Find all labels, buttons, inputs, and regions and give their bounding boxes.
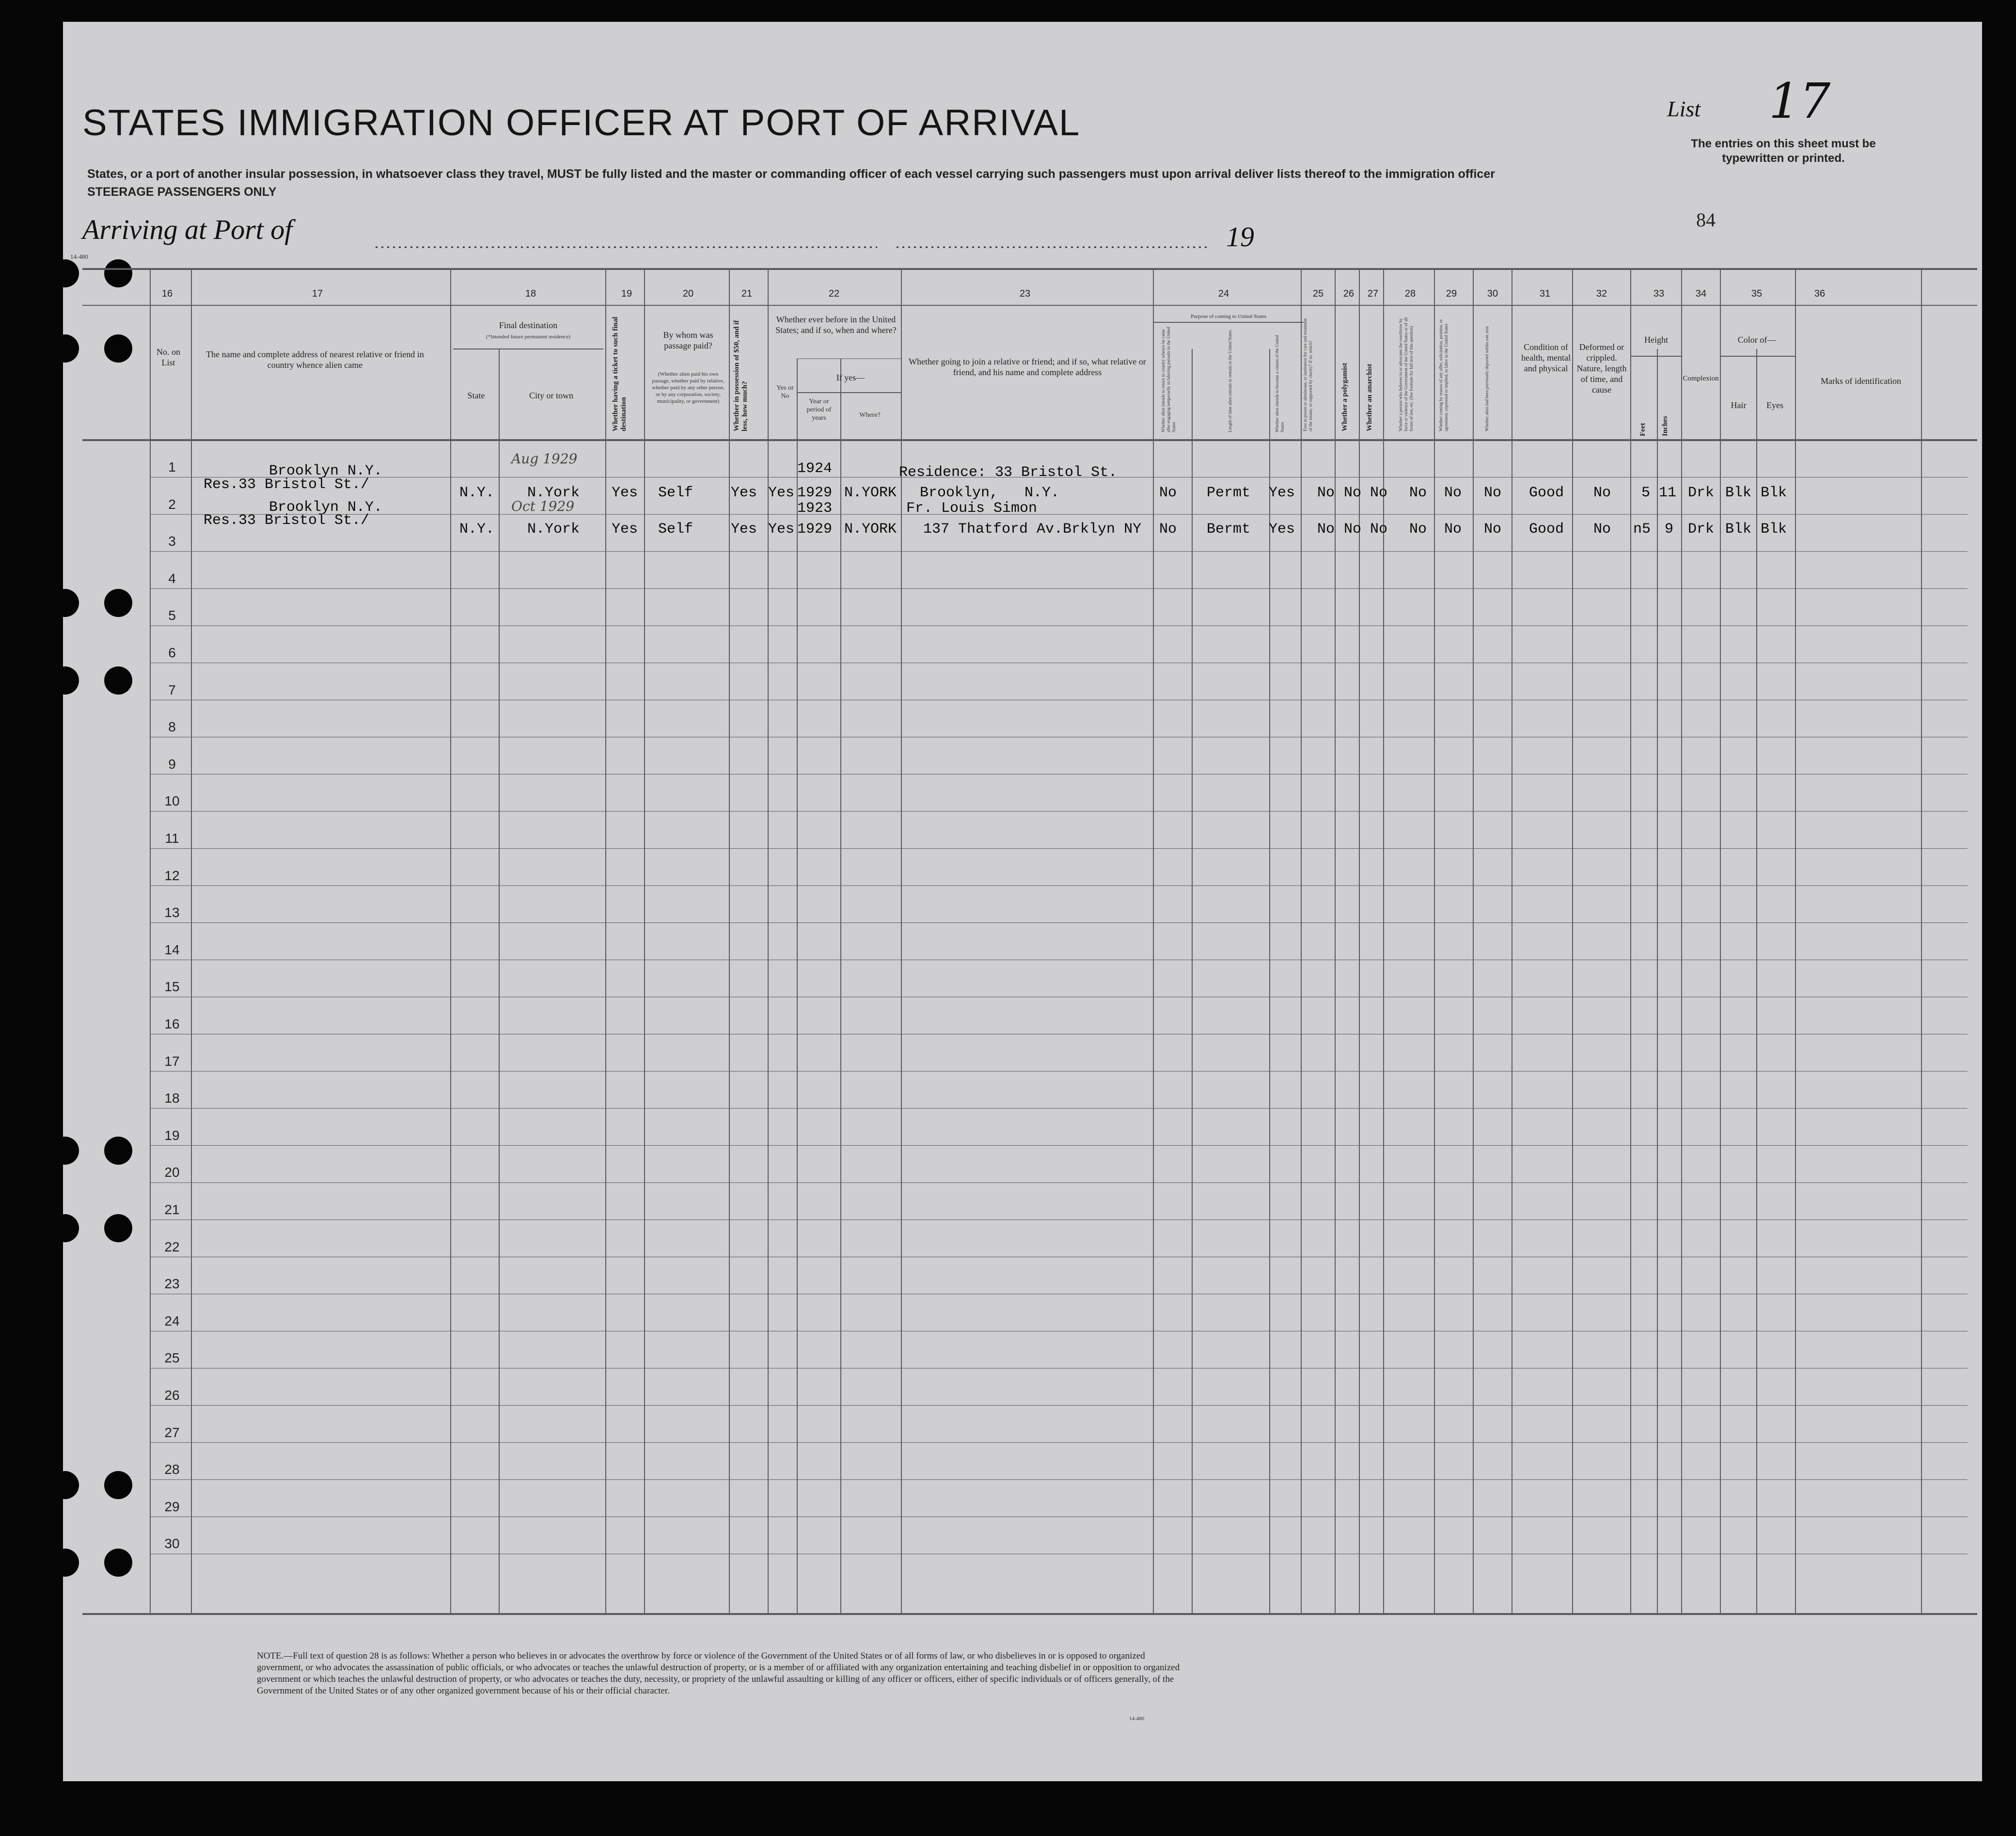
header-feet: Feet bbox=[1639, 423, 1647, 436]
row-number: 29 bbox=[164, 1499, 180, 1514]
anarchist: No bbox=[1370, 485, 1388, 501]
prison: No bbox=[1317, 485, 1335, 501]
complexion: Drk bbox=[1688, 521, 1715, 538]
header-deported: Whether alien had been previously deported within one year bbox=[1484, 326, 1489, 431]
column-number: 17 bbox=[312, 288, 323, 299]
deported: No bbox=[1484, 521, 1502, 538]
row-number: 27 bbox=[164, 1424, 180, 1440]
eye-color: Blk bbox=[1761, 521, 1787, 538]
row-number: 13 bbox=[164, 905, 180, 920]
year-prefix: 19 bbox=[1226, 221, 1254, 253]
labor-offer: No bbox=[1444, 485, 1462, 501]
header-where: Where? bbox=[859, 412, 881, 419]
row-number: 6 bbox=[168, 645, 176, 660]
page-number: 84 bbox=[1696, 209, 1716, 231]
paid-by: Self bbox=[658, 485, 693, 501]
length-of-stay: Permt bbox=[1207, 485, 1251, 501]
header-fifty-dollars: Whether in possession of $50, and if less, how much? bbox=[733, 320, 749, 431]
header-paid-by: By whom was passage paid? bbox=[663, 330, 713, 350]
relative-city: Brooklyn N.Y. bbox=[269, 499, 383, 516]
years-line2: 1929 bbox=[797, 485, 833, 501]
deformed: No bbox=[1593, 485, 1611, 501]
header-purpose: Purpose of coming to United States bbox=[1190, 314, 1267, 319]
header-hair: Hair bbox=[1731, 400, 1747, 410]
header-inches: Inches bbox=[1661, 416, 1669, 436]
destination-state: N.Y. bbox=[459, 521, 495, 538]
labor-offer: No bbox=[1444, 521, 1462, 538]
health: Good bbox=[1529, 521, 1564, 538]
years-line1: 1924 bbox=[797, 460, 833, 477]
has-ticket: Yes bbox=[612, 521, 638, 538]
row-number: 22 bbox=[164, 1239, 180, 1254]
column-number: 25 bbox=[1312, 288, 1324, 299]
column-number: 32 bbox=[1596, 288, 1607, 299]
hair-color: Blk bbox=[1725, 521, 1752, 538]
page-title: STATES IMMIGRATION OFFICER AT PORT OF ARRIVAL bbox=[82, 102, 1081, 143]
column-number: 22 bbox=[828, 288, 840, 299]
row-number: 21 bbox=[164, 1202, 180, 1217]
header-height: Height bbox=[1644, 335, 1668, 345]
header-length-of-stay: Length of time alien intends to remain in the United States bbox=[1228, 330, 1232, 432]
row-number: 26 bbox=[164, 1388, 180, 1403]
row-number: 9 bbox=[168, 756, 176, 772]
has-ticket: Yes bbox=[612, 485, 638, 501]
relative-address: Res.33 Bristol St./ bbox=[204, 476, 370, 493]
length-of-stay: Bermt bbox=[1207, 521, 1251, 538]
column-number: 28 bbox=[1404, 288, 1416, 299]
destination-city: N.York bbox=[527, 485, 580, 501]
city-annotation: Aug 1929 bbox=[511, 451, 578, 467]
header-ticket: Whether having a ticket to such final destination bbox=[612, 317, 628, 431]
row-number: 8 bbox=[168, 719, 176, 735]
joining-line1: Residence: 33 Bristol St. bbox=[899, 464, 1118, 481]
row-number: 1 bbox=[168, 459, 176, 475]
header-nearest-relative: The name and complete address of nearest relative or friend in country whence alien came bbox=[206, 349, 424, 370]
header-no-on-list: No. on List bbox=[157, 347, 180, 367]
column-number: 26 bbox=[1343, 288, 1354, 299]
become-citizen: Yes bbox=[1269, 485, 1295, 501]
header-before-in-us: Whether ever before in the United States; and if so, when and where? bbox=[775, 315, 897, 335]
joining-line1: Fr. Louis Simon bbox=[906, 500, 1038, 517]
fifty-dollars: Yes bbox=[731, 485, 757, 501]
row-number: 5 bbox=[168, 608, 176, 623]
row-number: 10 bbox=[164, 793, 180, 809]
column-number: 27 bbox=[1367, 288, 1379, 299]
column-number: 30 bbox=[1487, 288, 1498, 299]
health: Good bbox=[1529, 485, 1564, 501]
polygamist: No bbox=[1344, 521, 1362, 538]
column-number: 16 bbox=[161, 288, 173, 299]
column-number: 34 bbox=[1695, 288, 1707, 299]
row-number: 28 bbox=[164, 1462, 180, 1477]
become-citizen: Yes bbox=[1269, 521, 1295, 538]
where-before: N.YORK bbox=[844, 521, 897, 538]
row-number: 18 bbox=[164, 1091, 180, 1106]
header-labor-offer: Whether coming by reason of any offer, solicitation, promise, or agreement, expressed or implied, to labor in the United States bbox=[1438, 319, 1449, 431]
header-paid-by-note: (Whether alien paid his own passage, whether paid by relative, whether paid by any other person, or by any corporation, society, municipality, or government) bbox=[652, 371, 724, 404]
row-number: 14 bbox=[164, 942, 180, 957]
deported: No bbox=[1484, 485, 1502, 501]
destination-state: N.Y. bbox=[459, 485, 495, 501]
row-number: 12 bbox=[164, 868, 180, 883]
before-in-us: Yes bbox=[768, 485, 795, 501]
header-marks-identification: Marks of identification bbox=[1821, 376, 1901, 386]
header-polygamist: Whether a polygamist bbox=[1341, 363, 1349, 431]
row-number: 3 bbox=[168, 534, 176, 549]
header-health: Condition of health, mental and physical bbox=[1521, 342, 1571, 373]
eye-color: Blk bbox=[1761, 485, 1787, 501]
joining-line2: Brooklyn, N.Y. bbox=[920, 485, 1060, 501]
paid-by: Self bbox=[658, 521, 693, 538]
return-home: No bbox=[1159, 485, 1177, 501]
height-inches: 9 bbox=[1665, 521, 1674, 538]
header-year-period: Year or period of years bbox=[806, 398, 832, 422]
header-joining-relative: Whether going to join a relative or friend; and if so, what relative or friend, and his name and complete address bbox=[909, 357, 1146, 377]
footer-form-number: 14-480 bbox=[1129, 1716, 1145, 1722]
return-home: No bbox=[1159, 521, 1177, 538]
deformed: No bbox=[1593, 521, 1611, 538]
overthrow: No bbox=[1409, 485, 1427, 501]
instruction-text: States, or a port of another insular possession, in whatsoever class they travel, MUST be fully listed and the master or commanding officer of each vessel carrying such passengers must upon arrival deliver lists thereof to the immigration officer bbox=[87, 167, 1495, 181]
row-number: 15 bbox=[164, 979, 180, 995]
hair-color: Blk bbox=[1725, 485, 1752, 501]
footnote-question-28: NOTE.—Full text of question 28 is as follows: Whether a person who believes in or advocates the overthrow by force or violence of the Government of the United States or of all forms of law, or who disbelieves in or is opposed to organized government, or who advocates the assassination of public officials, or who advocates or teaches the unlawful destruction of property, or is a member of or affiliated with any organization entertaining and teaching disbelief in or opposition to organized government or which teaches the unlawful destruction of property, or who advocates or teaches the duty, necessity, or propriety of the unlawful assaulting or killing of any officer or officers, either of specific individuals or of officers generally, of the Government of the United States or of any other organized government because of his or their official character. bbox=[257, 1651, 1180, 1696]
header-complexion: Complexion bbox=[1683, 375, 1719, 382]
header-state: State bbox=[467, 391, 485, 400]
column-number: 23 bbox=[1019, 288, 1031, 299]
row-number: 20 bbox=[164, 1165, 180, 1180]
row-number: 7 bbox=[168, 682, 176, 697]
polygamist: No bbox=[1344, 485, 1362, 501]
relative-city: Brooklyn N.Y. bbox=[269, 463, 383, 479]
fifty-dollars: Yes bbox=[731, 521, 757, 538]
header-color-of: Color of— bbox=[1737, 335, 1776, 345]
header-yes-no: Yes or No bbox=[776, 384, 794, 400]
row-number: 2 bbox=[168, 496, 176, 512]
header-become-citizen: Whether alien intends to become a citizen of the United States bbox=[1275, 335, 1285, 432]
row-number: 25 bbox=[164, 1350, 180, 1366]
column-number: 35 bbox=[1751, 288, 1763, 299]
column-number: 33 bbox=[1653, 288, 1665, 299]
height-inches: 11 bbox=[1659, 485, 1677, 501]
relative-address: Res.33 Bristol St./ bbox=[204, 512, 370, 529]
row-number: 4 bbox=[168, 570, 176, 586]
column-number: 20 bbox=[682, 288, 694, 299]
header-if-yes: If yes— bbox=[836, 373, 865, 382]
destination-city: N.York bbox=[527, 521, 580, 538]
years-line1: 1923 bbox=[797, 500, 833, 517]
header-city: City or town bbox=[529, 391, 573, 400]
column-number: 18 bbox=[525, 288, 536, 299]
row-number: 23 bbox=[164, 1276, 180, 1292]
row-number: 16 bbox=[164, 1016, 180, 1031]
height-feet: 5 bbox=[1641, 485, 1651, 501]
row-number: 17 bbox=[164, 1053, 180, 1069]
height-feet: n5 bbox=[1633, 521, 1651, 538]
column-number: 19 bbox=[621, 288, 632, 299]
arriving-label: Arriving at Port of bbox=[82, 214, 293, 245]
row-number: 19 bbox=[164, 1127, 180, 1143]
list-label: List bbox=[1667, 96, 1701, 121]
header-final-destination: Final destination bbox=[499, 320, 558, 330]
overthrow: No bbox=[1409, 521, 1427, 538]
joining-line2: 137 Thatford Av.Brklyn NY bbox=[923, 521, 1142, 538]
row-number: 11 bbox=[165, 831, 179, 846]
column-number: 36 bbox=[1814, 288, 1826, 299]
column-number: 29 bbox=[1446, 288, 1457, 299]
column-number: 21 bbox=[741, 288, 753, 299]
before-in-us: Yes bbox=[768, 521, 795, 538]
city-annotation: Oct 1929 bbox=[511, 498, 575, 514]
form-number: 14-480 bbox=[70, 253, 88, 260]
where-before: N.YORK bbox=[844, 485, 897, 501]
header-return-home: Whether alien intends to return to country whence he came after engaging temporarily in laboring pursuits in the United States bbox=[1161, 327, 1176, 432]
list-number: 17 bbox=[1769, 73, 1831, 129]
complexion: Drk bbox=[1688, 485, 1715, 501]
header-prison: Ever in prison or almshouse, or institution for care and treatment of the insane, or supported by charity? If so, which? bbox=[1303, 318, 1313, 431]
steerage-label: STEERAGE PASSENGERS ONLY bbox=[87, 185, 277, 199]
header-overthrow: Whether a person who believes in or advocates the overthrow by force or violence of the Government of the United States or of all forms of law, etc. (See footnote for full text of this question) bbox=[1398, 317, 1414, 431]
header-anarchist: Whether an anarchist bbox=[1366, 364, 1373, 431]
column-number: 31 bbox=[1539, 288, 1551, 299]
row-number: 24 bbox=[164, 1313, 180, 1329]
prison: No bbox=[1317, 521, 1335, 538]
years-line2: 1929 bbox=[797, 521, 833, 538]
header-eyes: Eyes bbox=[1766, 400, 1783, 410]
column-number: 24 bbox=[1218, 288, 1229, 299]
header-deformed: Deformed or crippled. Nature, length of time, and cause bbox=[1576, 342, 1627, 395]
row-number: 30 bbox=[164, 1536, 180, 1551]
typewritten-note: The entries on this sheet must be typewritten or printed. bbox=[1691, 137, 1876, 165]
anarchist: No bbox=[1370, 521, 1388, 538]
header-final-destination-note: (*Intended future permanent residence) bbox=[486, 334, 570, 340]
